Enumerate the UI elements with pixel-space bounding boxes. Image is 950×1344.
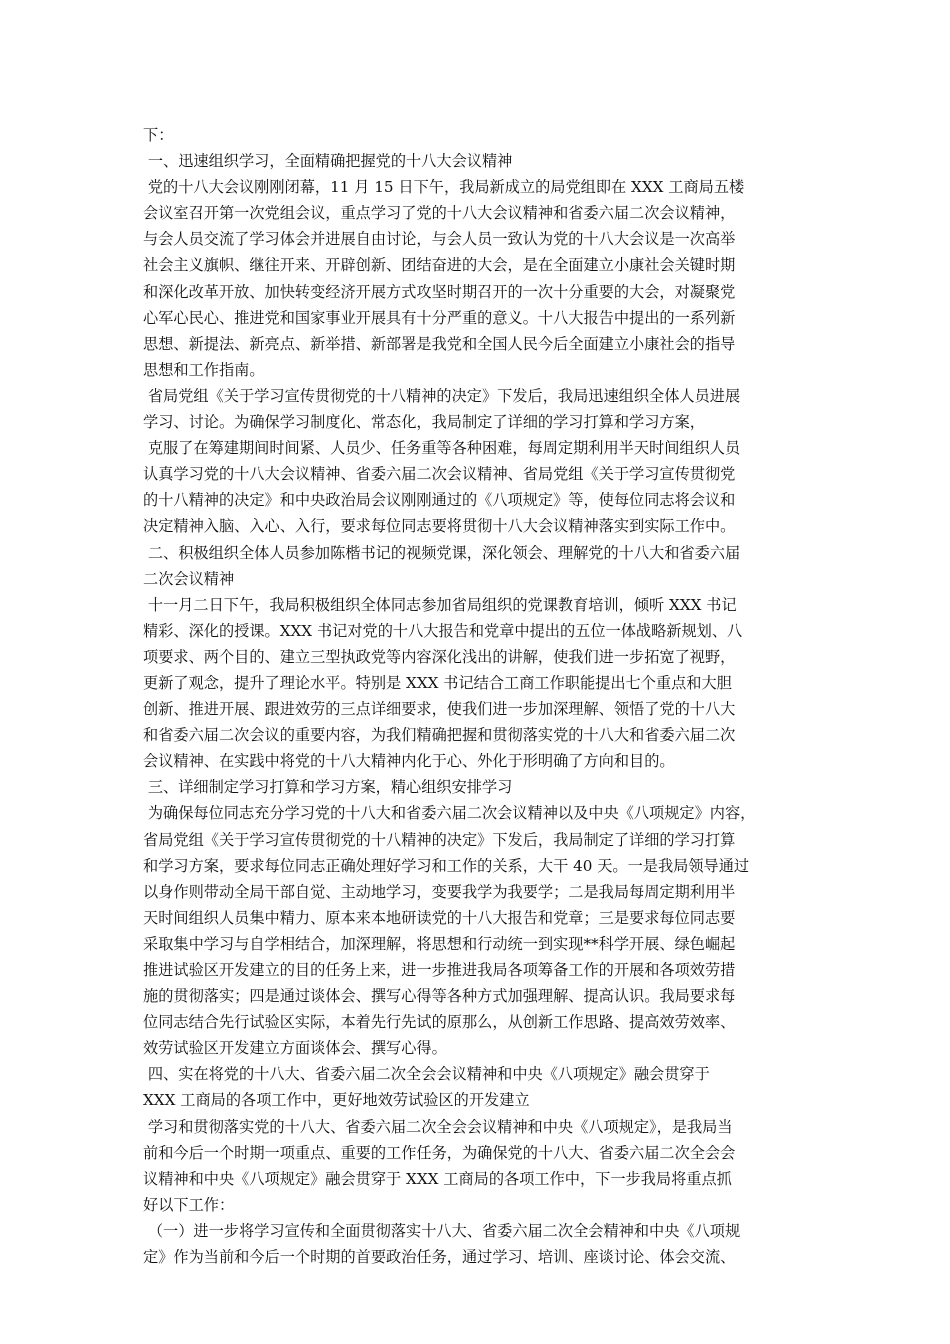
text-line: 创新、推进开展、跟进效劳的三点详细要求，使我们进一步加深理解、领悟了党的十八大 [143,700,736,719]
section-heading: 二次会议精神 [143,569,235,588]
text-line: 党的十八大会议刚刚闭幕，11 月 15 日下午，我局新成立的局党组即在 XXX 工商局五楼 [143,178,745,197]
section-heading: 二、积极组织全体人员参加陈楷书记的视频党课，深化领会、理解党的十八大和省委六届 [143,543,741,562]
text-line: 天时间组织人员集中精力、原本来本地研读党的十八大报告和党章；三是要求每位同志要 [143,908,736,927]
text-line: 心军心民心、推进党和国家事业开展具有十分严重的意义。十八大报告中提出的一系列新 [143,308,736,327]
text-line: 思想和工作指南。 [143,360,265,379]
text-line: 思想、新提法、新亮点、新举措、新部署是我党和全国人民今后全面建立小康社会的指导 [143,334,736,353]
text-line: 议精神和中央《八项规定》融会贯穿于 XXX 工商局的各项工作中，下一步我局将重点抓 [143,1169,732,1188]
text-line: 精彩、深化的授课。XXX 书记对党的十八大报告和党章中提出的五位一体战略新规划、八 [143,621,743,640]
text-line: 下： [143,126,174,144]
text-line: 省局党组《关于学习宣传贯彻党的十八精神的决定》下发后，我局制定了详细的学习打算 [143,830,736,849]
text-line: 省局党组《关于学习宣传贯彻党的十八精神的决定》下发后，我局迅速组织全体人员进展 [143,386,741,405]
text-line: 施的贯彻落实；四是通过谈体会、撰写心得等各种方式加强理解、提高认识。我局要求每 [143,987,736,1006]
text-line: 好以下工作： [143,1195,235,1214]
text-line: 采取集中学习与自学相结合，加深理解，将思想和行动统一到实现**科学开展、绿色崛起 [143,934,736,953]
text-line: 和省委六届二次会议的重要内容，为我们精确把握和贯彻落实党的十八大和省委六届二次 [143,726,736,745]
text-line: 以身作则带动全局干部自觉、主动地学习，变要我学为我要学；二是我局每周定期利用半 [143,882,736,901]
document-body [143,122,811,1270]
text-line: 的十八精神的决定》和中央政治局会议刚刚通过的《八项规定》等，使每位同志将会议和 [143,491,736,510]
text-line: 会议室召开第一次党组会议，重点学习了党的十八大会议精神和省委六届二次会议精神， [143,204,736,223]
text-line: 认真学习党的十八大会议精神、省委六届二次会议精神、省局党组《关于学习宣传贯彻党 [143,465,736,484]
text-line: 学习、讨论。为确保学习制度化、常态化，我局制定了详细的学习打算和学习方案， [143,413,705,432]
text-line: （一）进一步将学习宣传和全面贯彻落实十八大、省委六届二次全会精神和中央《八项规 [143,1221,741,1240]
text-line: 项要求、两个目的、建立三型执政党等内容深化浅出的讲解，使我们进一步拓宽了视野， [143,647,736,666]
text-line: 定》作为当前和今后一个时期的首要政治任务，通过学习、培训、座谈讨论、体会交流、 [143,1248,736,1267]
text-line: 和学习方案，要求每位同志正确处理好学习和工作的关系，大干 40 天。一是我局领导通过 [143,856,750,875]
text-line: 效劳试验区开发建立方面谈体会、撰写心得。 [143,1039,447,1058]
section-heading: 三、详细制定学习打算和学习方案，精心组织安排学习 [143,778,513,797]
text-line: 决定精神入脑、入心、入行，要求每位同志要将贯彻十八大会议精神落实到实际工作中。 [143,517,736,536]
section-heading: 一、迅速组织学习，全面精确把握党的十八大会议精神 [143,152,513,171]
text-line: 学习和贯彻落实党的十八大、省委六届二次全会会议精神和中央《八项规定》，是我局当 [143,1117,733,1136]
text-line: 推进试验区开发建立的目的任务上来，进一步推进我局各项筹备工作的开展和各项效劳措 [143,961,736,979]
section-heading: 四、实在将党的十八大、省委六届二次全会会议精神和中央《八项规定》融会贯穿于 [143,1065,710,1084]
text-line: 十一月二日下午，我局积极组织全体同志参加省局组织的党课教育培训，倾听 XXX 书记 [143,595,737,614]
section-heading: XXX 工商局的各项工作中，更好地效劳试验区的开发建立 [143,1091,530,1110]
text-line: 社会主义旗帜、继往开来、开辟创新、团结奋进的大会，是在全面建立小康社会关键时期 [143,256,736,275]
text-line: 与会人员交流了学习体会并进展自由讨论，与会人员一致认为党的十八大会议是一次高举 [143,230,736,249]
text-line: 前和今后一个时期一项重点、重要的工作任务，为确保党的十八大、省委六届二次全会会 [143,1143,736,1162]
text-line: 会议精神、在实践中将党的十八大精神内化于心、外化于形明确了方向和目的。 [143,752,675,771]
text-line: 位同志结合先行试验区实际，本着先行先试的原那么，从创新工作思路、提高效劳效率、 [143,1013,736,1032]
text-line: 克服了在筹建期间时间紧、人员少、任务重等各种困难，每周定期利用半天时间组织人员 [143,439,741,458]
text-line: 更新了观念，提升了理论水平。特别是 XXX 书记结合工商工作职能提出七个重点和大胆 [143,673,732,692]
text-line: 为确保每位同志充分学习党的十八大和省委六届二次会议精神以及中央《八项规定》内容， [143,804,756,823]
text-line: 和深化改革开放、加快转变经济开展方式攻坚时期召开的一次十分重要的大会，对凝聚党 [143,282,736,301]
